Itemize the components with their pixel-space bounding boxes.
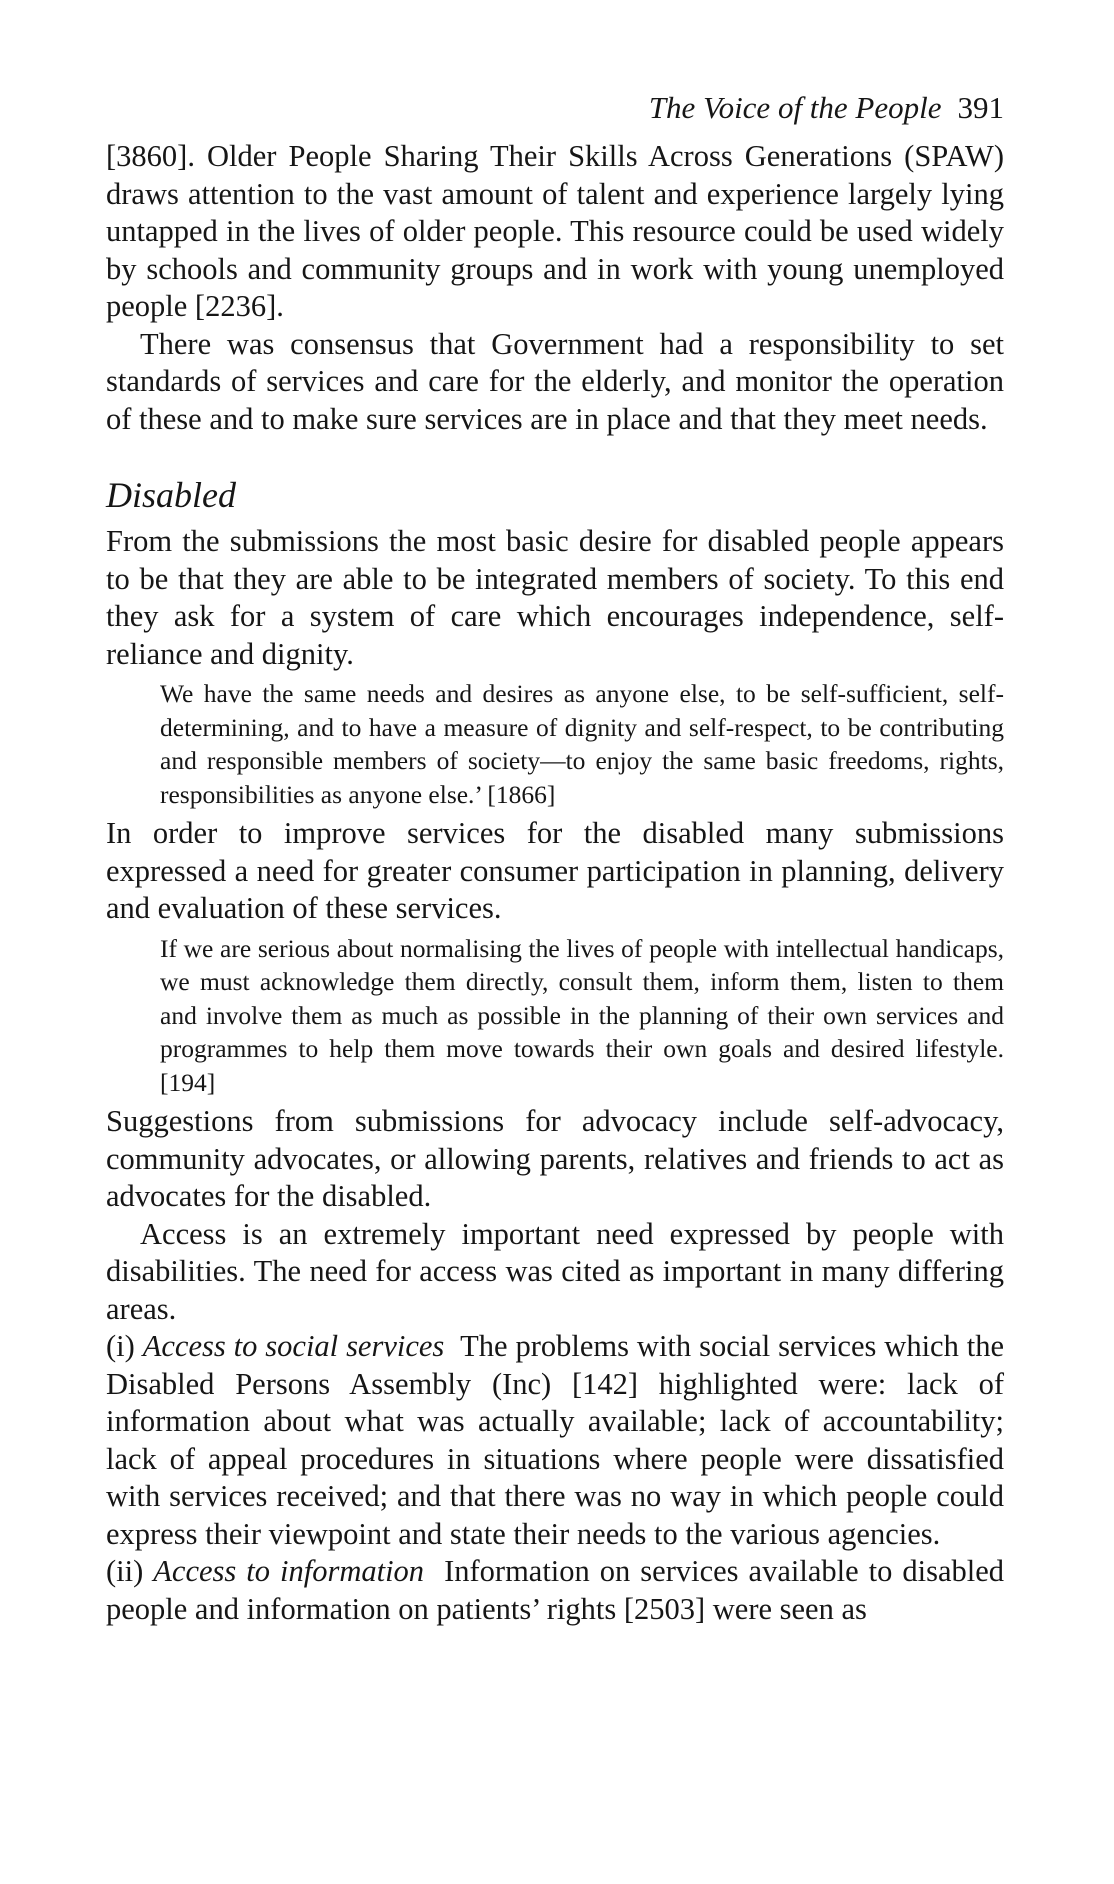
list-item-text: Information on services available to disabled people and information on patients’ rights [2503] were seen as <box>106 1554 1005 1626</box>
list-item-title: Access to social services <box>142 1329 445 1363</box>
page-number: 391 <box>957 90 1004 125</box>
block-quote-1866: We have the same needs and desires as anyone else, to be self-sufficient, self-determining, and to have a measure of dignity and self-respect, to be contributing and responsible members of society—to enjoy the same basic freedoms, rights, responsibilities as anyone else.’ [1866] <box>160 679 1004 809</box>
block-quote-194: If we are serious about normalising the lives of people with intellectual handicaps, we must acknowledge them directly, consult them, inform them, listen to them and involve them as much as possible in the planning of their own services and programmes to help them move towards their own goals and desired lifestyle. [194] <box>160 933 1004 1097</box>
paragraph-consumer-participation: In order to improve services for the disabled many submissions expressed a need for greater consumer participation in planning, delivery and evaluation of these services. <box>106 816 1004 925</box>
list-item-label: (ii) <box>106 1554 144 1588</box>
document-page <box>106 88 1004 1628</box>
paragraph-disabled-intro: From the submissions the most basic desire for disabled people appears to be that they are able to be integrated members of society. To this end they ask for a system of care which encourages independence, self-reliance and dignity. <box>106 524 1004 671</box>
paragraph-advocacy: Suggestions from submissions for advocacy include self-advocacy, community advocates, or allowing parents, relatives and friends to act as advocates for the disabled. <box>106 1104 1004 1213</box>
paragraph-government-standards: There was consensus that Government had a responsibility to set standards of services and care for the elderly, and monitor the operation of these and to make sure services are in place and that they meet needs. <box>106 326 1004 436</box>
running-head <box>106 88 1004 136</box>
list-item-label: (i) <box>106 1329 135 1363</box>
paragraph-access: Access is an extremely important need expressed by people with disabilities. The need for access was cited as important in many differing areas. <box>106 1216 1004 1326</box>
running-head-title: The Voice of the People <box>648 90 942 125</box>
list-item-information <box>106 1553 1004 1628</box>
list-item-social-services <box>106 1328 1004 1553</box>
section-heading-disabled: Disabled <box>106 475 236 515</box>
list-item-text: The problems with social services which the Disabled Persons Assembly (Inc) [142] highlighted were: lack of information about what was actually available; lack of accountability; lack of appeal procedures in situations where people were dissatisfied with services received; and that there was no way in which people could express their viewpoint and state their needs to the various agencies. <box>106 1329 1005 1551</box>
list-item-title: Access to information <box>153 1554 425 1588</box>
paragraph-spaw: [3860]. Older People Sharing Their Skills Across Generations (SPAW) draws attention to the vast amount of talent and experience largely lying untapped in the lives of older people. This resource could be used widely by schools and community groups and in work with young unemployed people [2236]. <box>106 139 1004 323</box>
